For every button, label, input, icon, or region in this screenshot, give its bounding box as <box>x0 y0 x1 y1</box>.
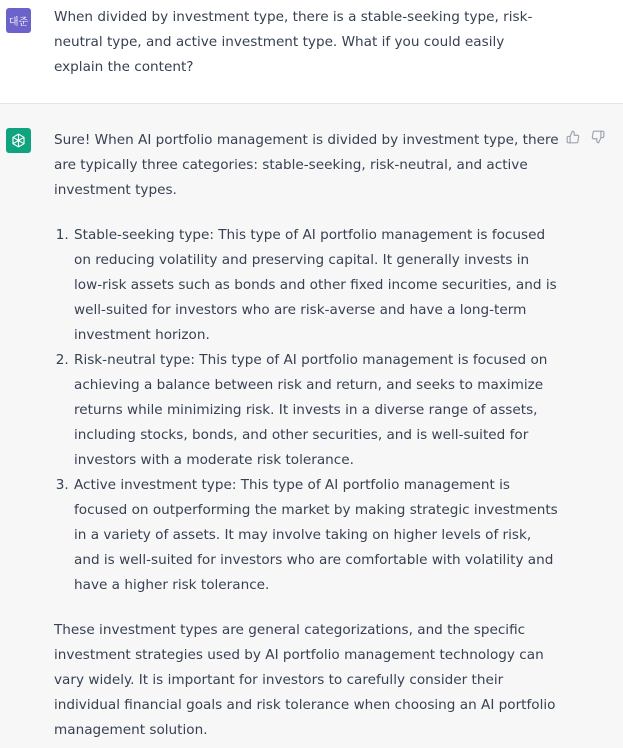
thumbs-down-button[interactable] <box>590 129 606 145</box>
thumbs-up-icon <box>566 130 580 144</box>
thumbs-up-button[interactable] <box>565 129 581 145</box>
response-intro: Sure! When AI portfolio management is divided by investment type, there are typically three categories: stable-seeking, risk-neutral, and active investment types. <box>54 132 559 198</box>
assistant-response <box>54 128 559 743</box>
user-message-text: When divided by investment type, there is a stable-seeking type, risk-neutral type, and active investment type. What if you could easily explain the content? <box>54 9 533 75</box>
thumbs-down-icon <box>591 130 605 144</box>
user-avatar: 대준 <box>6 8 31 33</box>
openai-logo-icon <box>10 132 27 149</box>
user-message <box>0 0 623 104</box>
response-conclusion: These investment types are general categorizations, and the specific investment strategies used by AI portfolio management technology can vary widely. It is important for investors to carefully consider their individual financial goals and risk tolerance when choosing an AI portfolio management solution. <box>54 622 556 738</box>
list-item-risk-neutral: 2. Risk-neutral type: This type of AI portfolio management is focused on achieving a balance between risk and return, and seeks to maximize returns while minimizing risk. It invests in a diverse range of assets, including stocks, bonds, and other securities, and is well-suited for investors with a moderate risk tolerance. <box>73 348 559 473</box>
investment-types-list <box>54 223 559 598</box>
list-item-stable-seeking: 1. Stable-seeking type: This type of AI portfolio management is focused on reducing volatility and preserving capital. It generally invests in low-risk assets such as bonds and other fixed income securities, and is well-suited for investors who are risk-averse and have a long-term investment horizon. <box>73 223 559 348</box>
list-item-active-investment: 3. Active investment type: This type of AI portfolio management is focused on outperforming the market by making strategic investments in a variety of assets. It may involve taking on higher levels of risk, and is well-suited for investors who are comfortable with volatility and have a higher risk tolerance. <box>73 473 559 598</box>
assistant-message <box>0 104 623 748</box>
bot-avatar <box>6 128 31 153</box>
